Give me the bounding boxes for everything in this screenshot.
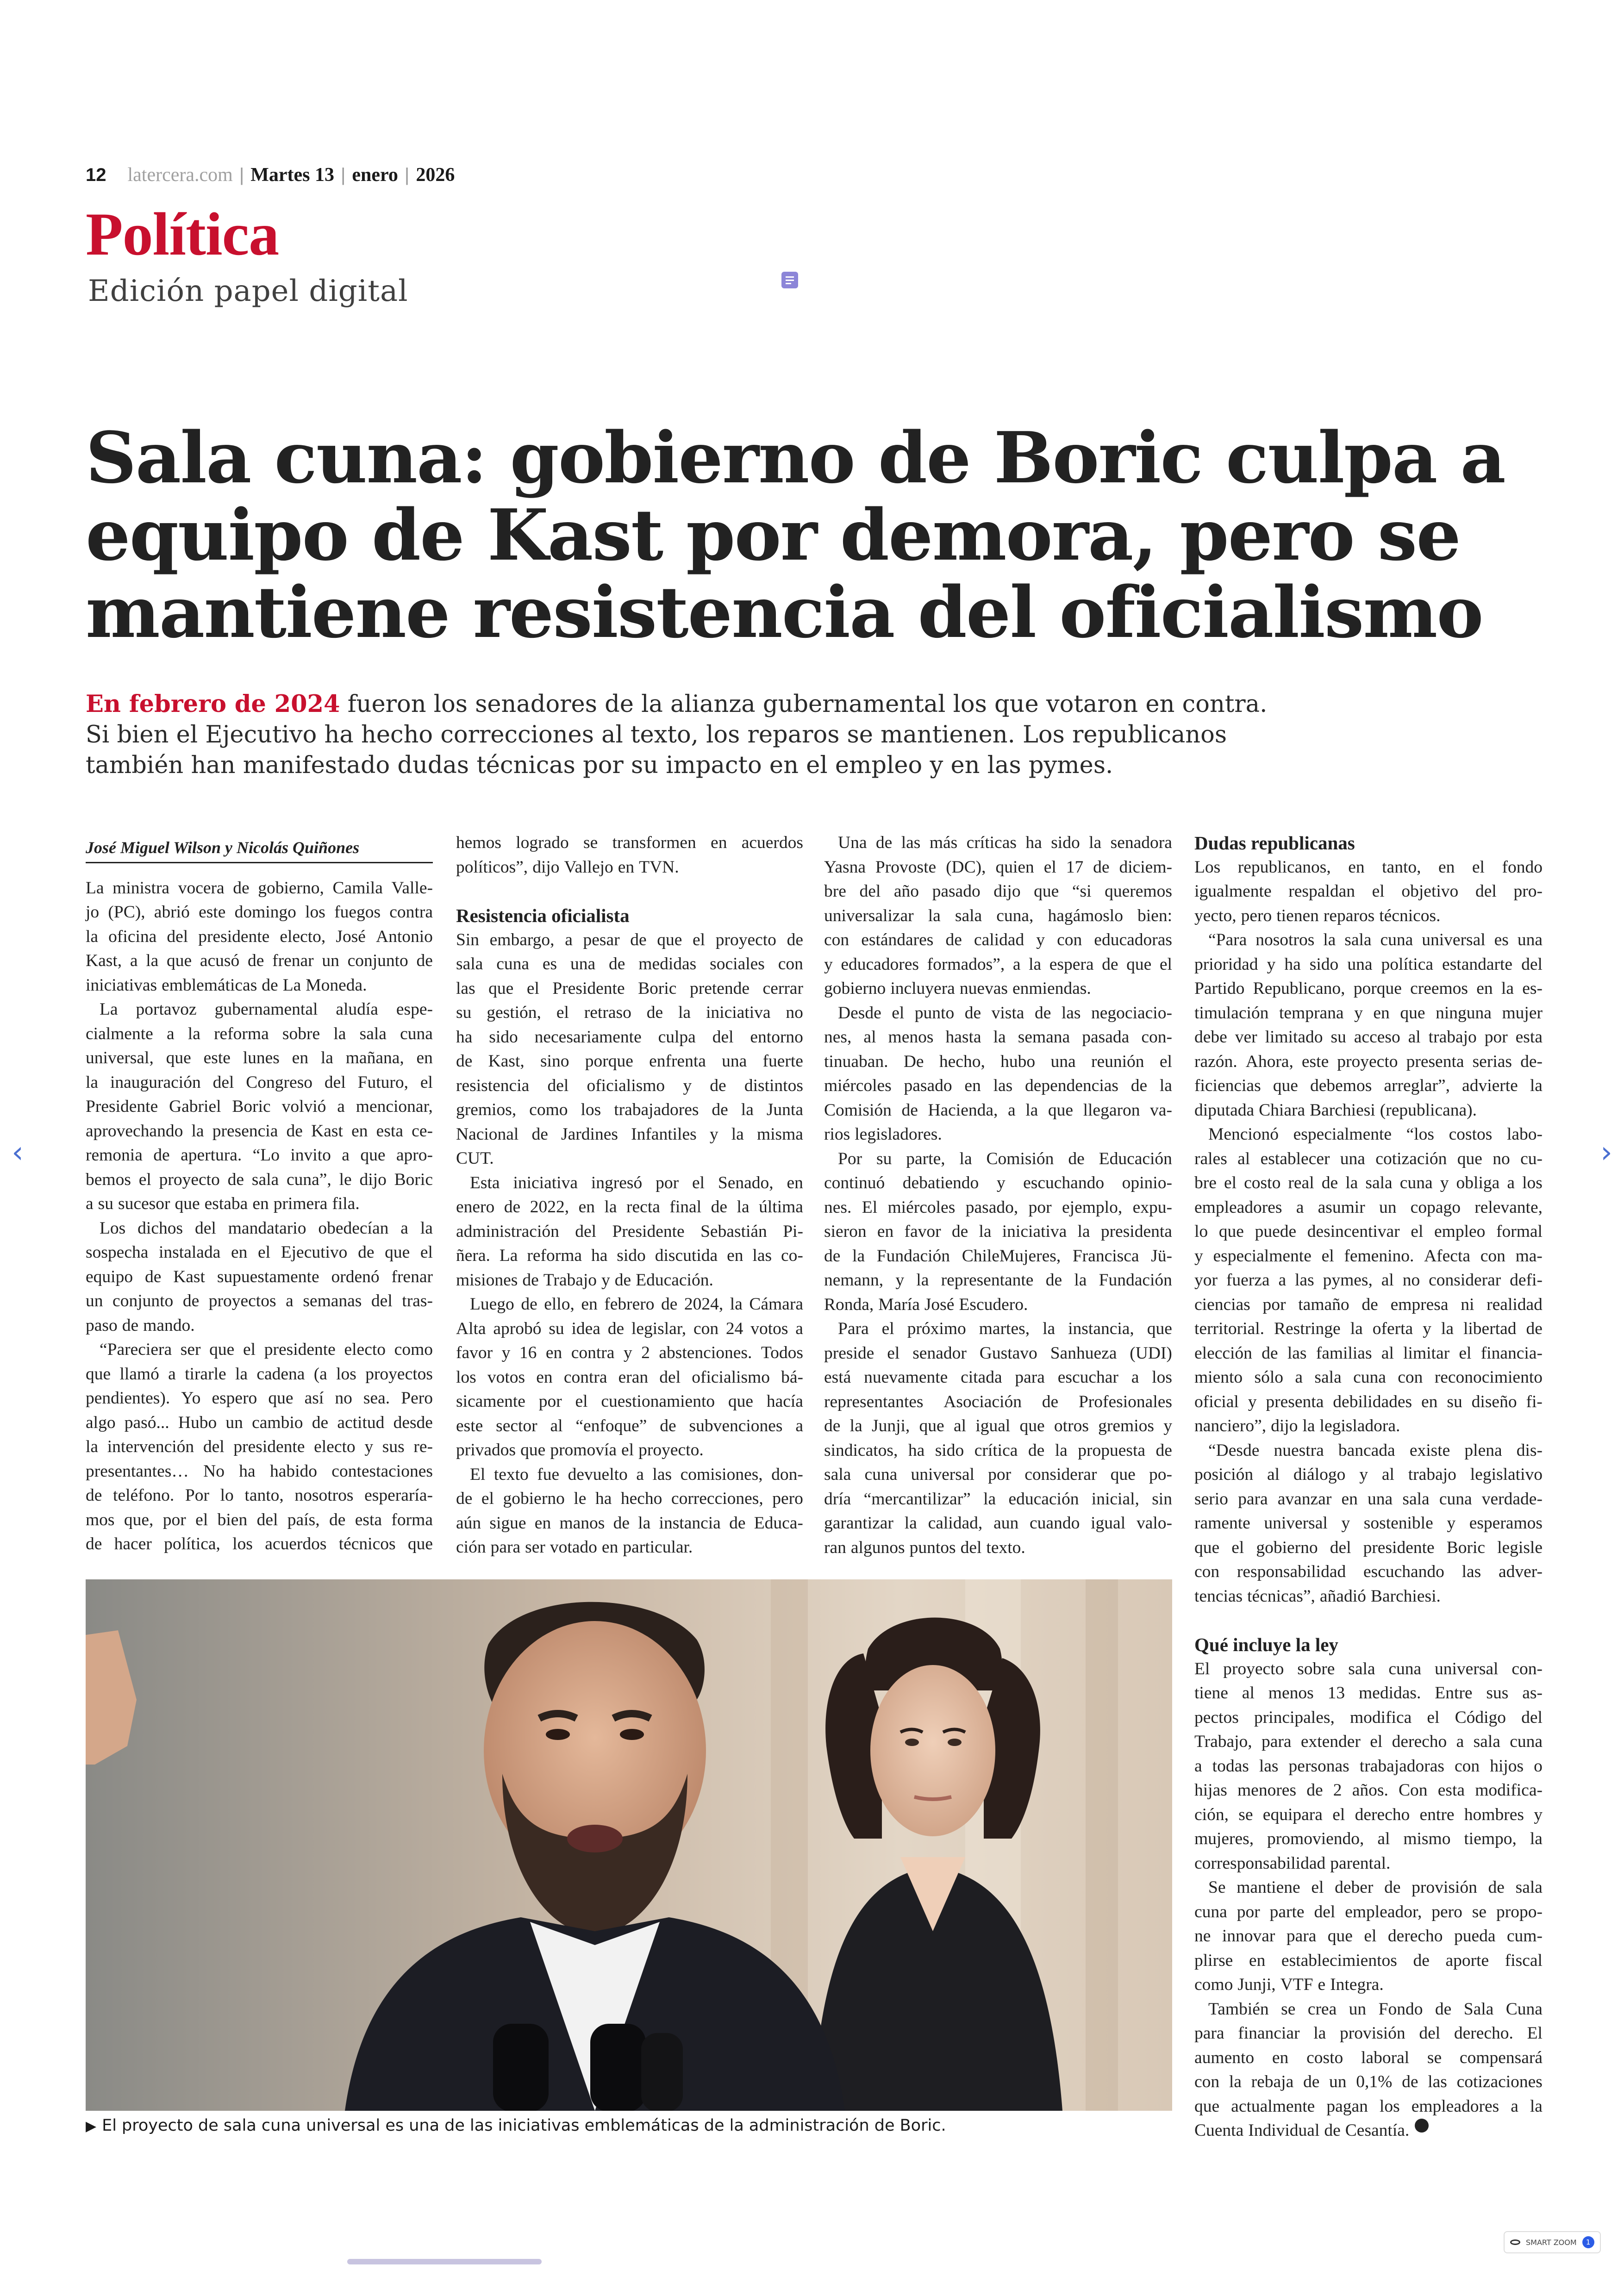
- text-line: Kast, a la que acusó de frenar un conjunto de: [86, 951, 433, 970]
- text-line: sala cuna es una de medidas sociales con: [456, 954, 803, 973]
- header-separator: |: [239, 164, 244, 185]
- text-line: remonia de apertura. “Lo invito a que apro-: [86, 1146, 433, 1165]
- text-line: “Pareciera ser que el presidente electo como: [100, 1340, 433, 1359]
- header-day: Martes 13: [250, 164, 334, 186]
- text-line: sospecha instalada en el Ejecutivo de que el: [86, 1243, 433, 1262]
- text-line: bemos el proyecto de sala cuna”, le dijo Boric: [86, 1170, 433, 1189]
- subhead-ley: Qué incluye la ley: [1194, 1634, 1338, 1655]
- column-3: [824, 831, 1172, 1560]
- text-line: enero de 2022, en la recta final de la última: [456, 1197, 803, 1216]
- text-line: Yasna Provoste (DC), quien el 17 de diciem-: [824, 857, 1172, 877]
- text-line: la inauguración del Congreso del Futuro, el: [86, 1073, 433, 1092]
- header-separator: |: [404, 164, 410, 185]
- text-line: este sector al “enfoque” de subvenciones a: [456, 1416, 803, 1435]
- text-line: yor fuerza a las pymes, al no considerar defi-: [1194, 1271, 1543, 1290]
- text-line: mujeres, promoviendo, al mismo tiempo, la: [1194, 1829, 1543, 1848]
- text-line: razón. Ahora, este proyecto presenta serias de-: [1194, 1052, 1543, 1071]
- text-line: misiones de Trabajo y de Educación.: [456, 1270, 713, 1290]
- text-line: sieron en favor de la iniciativa la presidenta: [824, 1222, 1172, 1241]
- text-line: debe ver limitado su acceso al trabajo por esta: [1194, 1028, 1543, 1047]
- text-line: CUT.: [456, 1149, 494, 1168]
- headline: [86, 416, 1505, 654]
- text-line: gremios, como los trabajadores de la Junta: [456, 1100, 803, 1119]
- lead-line: Si bien el Ejecutivo ha hecho correcciones al texto, los reparos se mantienen. Los republicanos: [86, 721, 1227, 748]
- column-1: [86, 836, 433, 1557]
- text-line: posición al diálogo y al trabajo legislativo: [1194, 1465, 1543, 1484]
- text-line: ficiencias que debemos arreglar”, advierte la: [1194, 1076, 1543, 1095]
- text-line: algo pasó... Hubo un cambio de actitud desde: [86, 1413, 433, 1432]
- text-line: que llamó a tirarle la cadena (a los proyectos: [86, 1364, 433, 1384]
- text-line: universal, que este lunes en la mañana, en: [86, 1048, 433, 1067]
- edition-label: Edición papel digital: [88, 274, 408, 308]
- text-line: universalizar la sala cuna, hagámoslo bien:: [824, 906, 1172, 925]
- text-line: que el gobierno del presidente Boric legisle: [1194, 1538, 1543, 1557]
- column-body: [1194, 1657, 1543, 2143]
- text-line: políticos”, dijo Vallejo en TVN.: [456, 857, 679, 877]
- text-line: pendientes). Yo espero que así no sea. Pero: [86, 1389, 433, 1408]
- text-line: con la rebaja de un 0,1% de las cotizaciones: [1194, 2072, 1543, 2091]
- text-line: resistencia del oficialismo y de distintos: [456, 1076, 803, 1095]
- text-line: Sin embargo, a pesar de que el proyecto de: [456, 930, 803, 949]
- text-line: paso de mando.: [86, 1316, 195, 1335]
- caption-text: El proyecto de sala cuna universal es una de las iniciativas emblemáticas de la administración de Boric.: [102, 2116, 946, 2135]
- text-line: timulación temprana y en que ninguna mujer: [1194, 1003, 1543, 1023]
- text-line: Nacional de Jardines Infantiles y la misma: [456, 1124, 803, 1144]
- text-line: Partido Republicano, porque creemos en la es-: [1194, 979, 1543, 998]
- lead-kicker: En febrero de 2024: [86, 690, 340, 718]
- text-line: nanciero”, dijo la legisladora.: [1194, 1416, 1400, 1435]
- headline-line: mantiene resistencia del oficialismo: [86, 571, 1483, 654]
- text-line: ne innovar para que el derecho pueda cum-: [1194, 1927, 1543, 1946]
- text-line: La portavoz gubernamental aludía espe-: [100, 1000, 433, 1019]
- text-line: los votos en contra eran del oficialismo bá-: [456, 1367, 803, 1387]
- column-body: [456, 831, 803, 879]
- text-line: rios legisladores.: [824, 1125, 942, 1144]
- text-line: pectos principales, modifica el Código del: [1194, 1708, 1543, 1727]
- section-title: Política: [86, 200, 279, 268]
- byline: José Miguel Wilson y Nicolás Quiñones: [86, 836, 433, 863]
- text-line: cuna por parte del empleador, pero se propo-: [1194, 1902, 1543, 1921]
- text-line: prioridad y ha sido una política estandarte del: [1194, 954, 1543, 974]
- text-line: continuó debatiendo y escuchando opinio-: [824, 1173, 1172, 1192]
- text-line: ción, se equipara el derecho entre hombres y: [1194, 1805, 1543, 1824]
- text-line: igualmente respaldan el objetivo del pro-: [1194, 882, 1543, 901]
- lead-line: también han manifestado dudas técnicas por su impacto en el empleo y en las pymes.: [86, 752, 1113, 779]
- text-line: equipo de Kast supuestamente ordenó frenar: [86, 1267, 433, 1286]
- text-line: hijas menores de 2 años. Con esta modifica-: [1194, 1781, 1543, 1800]
- site-name: latercera.com: [127, 164, 233, 186]
- text-line: nes, al menos hasta la semana pasada con-: [824, 1028, 1172, 1047]
- smart-zoom-count: 1: [1582, 2236, 1594, 2248]
- column-4: [1194, 831, 1543, 2143]
- text-line: Para el próximo martes, la instancia, que: [838, 1319, 1172, 1338]
- text-line: a todas las personas trabajadoras con hijos o: [1194, 1756, 1543, 1776]
- text-line: “Para nosotros la sala cuna universal es una: [1208, 930, 1543, 949]
- column-body: [1194, 855, 1543, 1609]
- text-line: El texto fue devuelto a las comisiones, don-: [470, 1465, 803, 1484]
- text-line: la oficina del presidente electo, José Antonio: [86, 927, 433, 946]
- text-line: tiene al menos 13 medidas. Entre sus as-: [1194, 1684, 1543, 1703]
- headline-line: Sala cuna: gobierno de Boric culpa a: [86, 416, 1505, 499]
- text-line: Esta iniciativa ingresó por el Senado, en: [470, 1173, 803, 1192]
- text-line: favor y 16 en contra y 2 abstenciones. Todos: [456, 1343, 803, 1362]
- text-line: mos que, por el bien del país, de esta forma: [86, 1510, 433, 1529]
- text-line: privados que promovía el proyecto.: [456, 1441, 704, 1459]
- text-line: jo (PC), abrió este domingo los fuegos contra: [86, 903, 433, 922]
- text-line: con estándares de calidad y con educadoras: [824, 930, 1172, 949]
- page-number: 12: [86, 164, 106, 185]
- text-line: miércoles pasado en las dependencias de la: [824, 1076, 1172, 1095]
- text-line: hemos logrado se transformen en acuerdos: [456, 833, 803, 852]
- text-line: oficial y presenta debilidades en su diseño fi-: [1194, 1392, 1543, 1411]
- text-line: Comisión de Hacienda, a la que llegaron va-: [824, 1100, 1172, 1120]
- text-line: aumento en costo laboral se compensará: [1194, 2048, 1543, 2067]
- note-icon[interactable]: [781, 272, 798, 288]
- text-line: Una de las más críticas ha sido la senadora: [838, 833, 1172, 852]
- text-line: tencias técnicas”, añadió Barchiesi.: [1194, 1586, 1441, 1606]
- page-header: [86, 161, 455, 189]
- text-line: Los dichos del mandatario obedecían a la: [100, 1218, 433, 1238]
- text-line: de la Fundación ChileMujeres, Francisca Jü-: [824, 1246, 1172, 1266]
- scroll-progress[interactable]: [347, 2259, 542, 2264]
- text-line: garantizar la calidad, aun cuando igual valo-: [824, 1514, 1172, 1533]
- text-line: tinuaban. De hecho, hubo una reunión el: [824, 1052, 1172, 1071]
- eye-icon: [1510, 2239, 1520, 2245]
- subhead-dudas: Dudas republicanas: [1194, 832, 1355, 854]
- text-line: Desde el punto de vista de las negociacio-: [838, 1003, 1172, 1023]
- column-body: [86, 876, 433, 1557]
- article-photo: [86, 1579, 1172, 2111]
- text-line: gobierno incluyera nuevas enmiendas.: [824, 979, 1091, 998]
- text-line: sindicatos, ha sido crítica de la propuesta de: [824, 1441, 1172, 1460]
- text-line: Luego de ello, en febrero de 2024, la Cámara: [470, 1295, 803, 1314]
- column-2: [456, 831, 803, 1560]
- text-line: y educadores formados”, a la espera de que el: [824, 954, 1172, 974]
- text-line: Por su parte, la Comisión de Educación: [838, 1149, 1172, 1168]
- text-line: aún sigue en manos de la instancia de Educa-: [456, 1513, 803, 1533]
- text-line: administración del Presidente Sebastián Pi-: [456, 1222, 803, 1241]
- text-line: nes. El miércoles pasado, por ejemplo, expu-: [824, 1197, 1172, 1217]
- end-mark-icon: [1415, 2119, 1429, 2133]
- text-line: dría “mercantilizar” la educación inicial, sin: [824, 1489, 1172, 1509]
- chevron-right-icon[interactable]: ›: [1600, 1135, 1612, 1170]
- column-body: [456, 928, 803, 1560]
- text-line: ramente universal y sostenible y esperamos: [1194, 1514, 1543, 1533]
- text-line: ciencias por tamaño de empresa ni realidad: [1194, 1295, 1543, 1314]
- lead-text: fueron los senadores de la alianza gubernamental los que votaron en contra.: [340, 691, 1268, 718]
- text-line: Trabajo, para extender el derecho a sala cuna: [1194, 1732, 1543, 1751]
- text-line: preside el senador Gustavo Sanhueza (UDI): [824, 1343, 1172, 1363]
- text-line: como Junji, VTF e Integra.: [1194, 1975, 1384, 1994]
- text-line: empleadores a asumir un copago relevante,: [1194, 1197, 1543, 1217]
- text-line: bre el costo real de la sala cuna y obliga a los: [1194, 1173, 1543, 1192]
- text-line: Se mantiene el deber de provisión de sala: [1208, 1878, 1543, 1897]
- text-line: está nuevamente citada para escuchar a los: [824, 1368, 1172, 1387]
- text-line: bre del año pasado dijo que “si queremos: [824, 882, 1172, 901]
- text-line: El proyecto sobre sala cuna universal con-: [1194, 1659, 1543, 1678]
- text-line: con responsabilidad escuchando las adver-: [1194, 1562, 1543, 1581]
- text-line: de la Junji, que al igual que otros gremios y: [824, 1416, 1172, 1435]
- text-line: lo que puede desincentivar el empleo formal: [1194, 1222, 1543, 1241]
- text-line: cialmente a la reforma sobre la sala cuna: [86, 1024, 433, 1043]
- text-line: Mencionó especialmente “los costos labo-: [1208, 1125, 1543, 1144]
- text-line: También se crea un Fondo de Sala Cuna: [1208, 1999, 1543, 2019]
- text-line: de Kast, sino porque enfrenta una fuerte: [456, 1052, 803, 1071]
- text-line: Cuenta Individual de Cesantía.: [1194, 2119, 1543, 2143]
- text-line: ha sido necesariamente culpa del entorno: [456, 1027, 803, 1047]
- text-line: la intervención del presidente electo y sus re-: [86, 1437, 433, 1456]
- text-line: un conjunto de proyectos a semanas del tras-: [86, 1291, 433, 1310]
- text-line: y especialmente el femenino. Afecta con ma-: [1194, 1246, 1543, 1266]
- text-line: su gestión, el retraso de la iniciativa no: [456, 1003, 803, 1022]
- header-separator: |: [341, 164, 346, 185]
- chevron-left-icon[interactable]: ‹: [12, 1135, 24, 1170]
- text-line: diputada Chiara Barchiesi (republicana).: [1194, 1100, 1477, 1120]
- text-line: La ministra vocera de gobierno, Camila Valle-: [86, 878, 433, 898]
- text-line: de teléfono. Por lo tanto, nosotros esperaría-: [86, 1486, 433, 1505]
- text-line: elección de las familias al limitar el financia-: [1194, 1343, 1543, 1363]
- text-line: serio para avanzar en una sala cuna verdade-: [1194, 1489, 1543, 1509]
- text-line: representantes Asociación de Profesionales: [824, 1392, 1172, 1411]
- smart-zoom-label: SMART ZOOM: [1526, 2238, 1577, 2247]
- text-line: presentantes… No ha habido contestaciones: [86, 1461, 433, 1481]
- text-line: que actualmente pagan los empleadores a la: [1194, 2096, 1543, 2116]
- text-line: sicamente por el cuestionamiento que hacía: [456, 1392, 803, 1411]
- smart-zoom-button[interactable]: [1504, 2231, 1601, 2253]
- text-line: Presidente Gabriel Boric volvió a mencionar,: [86, 1097, 433, 1116]
- text-line: iniciativas emblemáticas de La Moneda.: [86, 975, 367, 995]
- text-line: territorial. Restringe la oferta y la libertad de: [1194, 1319, 1543, 1338]
- text-line: “Desde nuestra bancada existe plena dis-: [1208, 1441, 1543, 1460]
- text-line: rales al establecer una cotización que no cu-: [1194, 1149, 1543, 1168]
- text-line: Los republicanos, en tanto, en el fondo: [1194, 857, 1543, 877]
- headline-line: equipo de Kast por demora, pero se: [86, 493, 1460, 576]
- text-line: ción para ser votado en particular.: [456, 1538, 693, 1557]
- text-line: de hacer política, los acuerdos técnicos que: [86, 1534, 433, 1553]
- text-line: las que el Presidente Boric pretende cerrar: [456, 979, 803, 998]
- text-line: para financiar la provisión del derecho. El: [1194, 2024, 1543, 2043]
- text-line: de el gobierno le ha hecho correcciones, pero: [456, 1489, 803, 1508]
- text-line: miento sólo a sala cuna con reconocimiento: [1194, 1368, 1543, 1387]
- header-month: enero: [352, 164, 398, 186]
- text-line: yecto, pero tienen reparos técnicos.: [1194, 906, 1441, 925]
- lead-line: [86, 689, 1336, 720]
- text-line: a su sucesor que estaba en primera fila.: [86, 1194, 360, 1213]
- text-line: ñera. La reforma ha sido discutida en las co-: [456, 1246, 803, 1265]
- lead-paragraph: [86, 689, 1336, 781]
- column-body: [824, 831, 1172, 1560]
- text-line: ran algunos puntos del texto.: [824, 1538, 1025, 1557]
- caption-arrow-icon: ▶: [86, 2118, 97, 2134]
- text-line: Alta aprobó su idea de legislar, con 24 votos a: [456, 1319, 803, 1338]
- text-line: nemann, y la representante de la Fundación: [824, 1271, 1172, 1290]
- text-line: aprovechando la presencia de Kast en esta ce-: [86, 1121, 433, 1141]
- subhead-resistencia: Resistencia oficialista: [456, 905, 630, 926]
- photo-caption: [86, 2116, 946, 2135]
- header-year: 2026: [416, 164, 455, 186]
- text-line: Ronda, María José Escudero.: [824, 1295, 1028, 1314]
- text-line: plirse en establecimientos de aporte fiscal: [1194, 1951, 1543, 1970]
- text-line: corresponsabilidad parental.: [1194, 1853, 1391, 1873]
- text-line: sala cuna universal por considerar que po-: [824, 1465, 1172, 1484]
